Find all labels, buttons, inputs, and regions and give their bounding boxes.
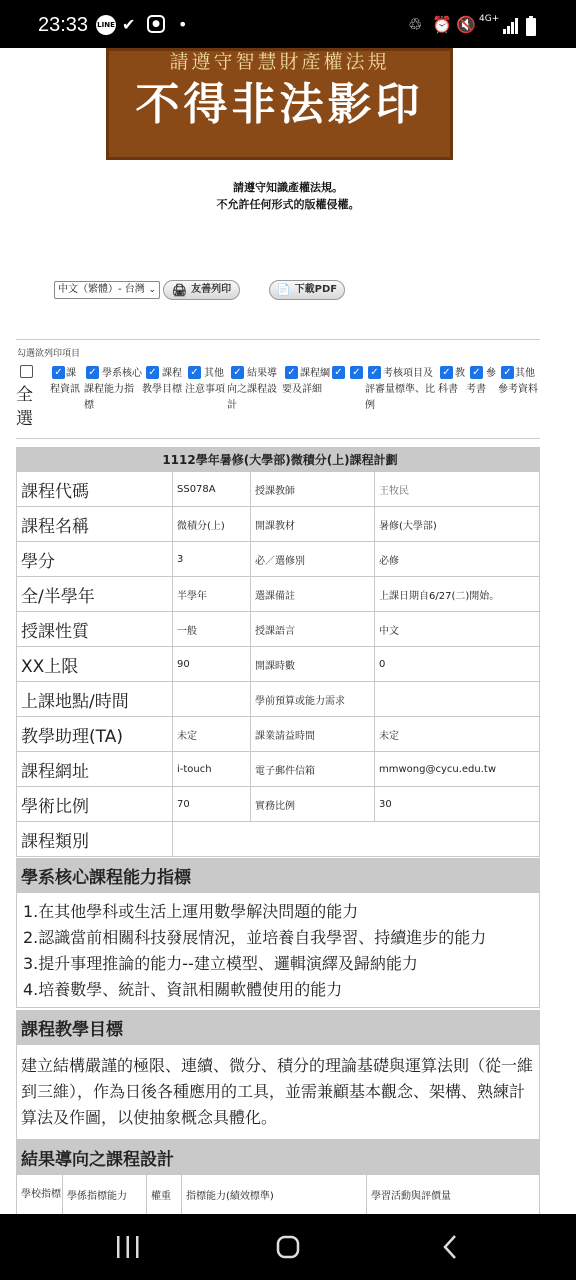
field-label: 全/半學年	[17, 577, 173, 612]
course-plan-title: 1112學年暑修(大學部)微積分(上)課程計劃	[17, 448, 540, 472]
print-item-label: 其他參考資料	[498, 368, 538, 395]
table-row	[17, 472, 540, 507]
field-value: 微積分(上)	[173, 507, 251, 542]
print-item-checkbox[interactable]: ✓	[368, 366, 381, 379]
field-label: 課程類別	[17, 822, 173, 857]
column-header: 指標能力(績效標準)	[182, 1175, 367, 1215]
field-label: 實務比例	[251, 787, 375, 822]
print-item-checkbox[interactable]: ✓	[231, 366, 244, 379]
core-abilities-section	[16, 858, 540, 1008]
field-label: XX上限	[17, 647, 173, 682]
field-value: 暑修(大學部)	[375, 507, 540, 542]
field-label: 課程網址	[17, 752, 173, 787]
objectives-section	[16, 1010, 540, 1140]
field-value: 未定	[173, 717, 251, 752]
print-item-checkbox[interactable]: ✓	[146, 366, 159, 379]
table-header-row	[17, 1175, 540, 1215]
table-row	[17, 682, 540, 717]
field-label: 授課語言	[251, 612, 375, 647]
field-label: 學術比例	[17, 787, 173, 822]
field-value: 90	[173, 647, 251, 682]
download-pdf-label: 下載PDF	[294, 284, 338, 295]
table-row	[17, 647, 540, 682]
field-value: SS078A	[173, 472, 251, 507]
field-label: 課程名稱	[17, 507, 173, 542]
column-header: 學校指標	[17, 1175, 63, 1215]
field-label: 授課教師	[251, 472, 375, 507]
back-icon	[442, 1235, 458, 1259]
battery-saver-icon: ♲	[408, 15, 423, 34]
recent-apps-button[interactable]	[98, 1226, 158, 1268]
download-pdf-button[interactable]	[269, 280, 345, 300]
table-row	[17, 612, 540, 647]
battery-icon	[526, 16, 536, 36]
print-item-label: 結果導向之課程設計	[227, 368, 277, 411]
select-all-label: 全選	[16, 385, 33, 429]
print-item-checkbox[interactable]: ✓	[332, 366, 345, 379]
copyright-banner	[106, 48, 453, 160]
field-value: 上課日期自6/27(二)開始。	[375, 577, 540, 612]
field-value	[173, 822, 540, 857]
field-value: 一般	[173, 612, 251, 647]
print-item-checkbox[interactable]: ✓	[470, 366, 483, 379]
field-value: 半學年	[173, 577, 251, 612]
navigation-bar	[0, 1214, 576, 1280]
field-label: 課業請益時間	[251, 717, 375, 752]
list-item: 1.在其他學科或生活上運用數學解決問題的能力	[23, 902, 359, 921]
copyright-notice-line1: 請遵守知識產權法規。	[233, 181, 343, 194]
clock: 23:33	[38, 14, 89, 36]
field-label: 學前預算或能力需求	[251, 682, 375, 717]
divider	[16, 339, 540, 340]
column-header: 權重	[147, 1175, 182, 1215]
print-item-label: 教科書	[438, 368, 465, 395]
print-item-checkbox[interactable]: ✓	[86, 366, 99, 379]
table-row	[17, 752, 540, 787]
mute-icon: 🔇	[456, 15, 476, 34]
column-header: 學係指標能力	[63, 1175, 147, 1215]
table-row	[17, 717, 540, 752]
printer-icon: 🖨	[171, 283, 188, 297]
table-row	[17, 822, 540, 857]
design-section	[16, 1140, 540, 1214]
print-item-checkbox[interactable]: ✓	[52, 366, 65, 379]
status-bar	[0, 0, 576, 48]
section-heading: 課程教學目標	[17, 1011, 540, 1045]
print-item-checkbox[interactable]: ✓	[440, 366, 453, 379]
core-abilities-list	[17, 893, 540, 1008]
field-value: 70	[173, 787, 251, 822]
table-row	[17, 577, 540, 612]
field-label: 上課地點/時間	[17, 682, 173, 717]
objectives-text: 建立結構嚴謹的極限、連續、微分、積分的理論基礎與運算法則（從一維到三維），作為日後各種應用的工具，並需兼顧基本觀念、架構、熟練計算法及作圖，以使抽象概念具體化。	[17, 1045, 540, 1140]
field-label: 開課教材	[251, 507, 375, 542]
print-item-label: 其他注意事項	[185, 368, 225, 395]
print-item-label: 學系核心課程能力指標	[84, 368, 142, 411]
field-value: 必修	[375, 542, 540, 577]
print-item-checkbox[interactable]: ✓	[501, 366, 514, 379]
print-item-label: 課程教學目標	[142, 368, 182, 395]
field-label: 電子郵件信箱	[251, 752, 375, 787]
field-value	[173, 682, 251, 717]
instagram-icon: ●	[147, 15, 165, 33]
home-button[interactable]	[258, 1226, 318, 1268]
field-label: 課程代碼	[17, 472, 173, 507]
select-all-checkbox[interactable]	[20, 365, 33, 378]
network-type: 4G+	[479, 14, 500, 24]
field-label: 選課備註	[251, 577, 375, 612]
course-info-table	[16, 447, 540, 857]
field-label: 教學助理(TA)	[17, 717, 173, 752]
checkmark-icon: ✔	[122, 15, 136, 34]
list-item: 4.培養數學、統計、資訊相關軟體使用的能力	[23, 980, 343, 999]
home-icon	[276, 1235, 300, 1259]
print-button[interactable]	[163, 280, 240, 300]
field-value: i-touch	[173, 752, 251, 787]
chevron-down-icon: ⌄	[148, 285, 156, 295]
field-value: 3	[173, 542, 251, 577]
field-value: 30	[375, 787, 540, 822]
print-items-title: 勾選欲列印項目	[17, 349, 81, 359]
table-row	[17, 787, 540, 822]
print-item-label: 參考書	[466, 368, 496, 395]
print-item-label: 課程綱要及詳細	[282, 368, 330, 395]
line-icon: LINE	[96, 15, 116, 35]
print-item-label: 課程資訊	[50, 368, 80, 395]
print-item-label: 考核項目及評審量標準、比例	[365, 368, 435, 411]
banner-main-text: 不得非法影印	[135, 79, 424, 130]
field-value: 王牧民	[375, 472, 540, 507]
copyright-notice-line2: 不允許任何形式的版權侵權。	[216, 198, 360, 211]
recent-apps-icon	[116, 1236, 140, 1258]
print-item-checkbox[interactable]: ✓	[285, 366, 298, 379]
field-label: 必／選修別	[251, 542, 375, 577]
field-value: mmwong@cycu.edu.tw	[375, 752, 540, 787]
web-page	[0, 48, 576, 1214]
section-heading: 學系核心課程能力指標	[17, 859, 540, 893]
print-item-checkbox[interactable]: ✓	[188, 366, 201, 379]
back-button[interactable]	[420, 1226, 480, 1268]
field-label: 開課時數	[251, 647, 375, 682]
field-label: 授課性質	[17, 612, 173, 647]
language-select[interactable]	[54, 281, 160, 299]
section-heading: 結果導向之課程設計	[17, 1141, 540, 1175]
language-select-value: 中文（繁體）- 台灣	[58, 284, 145, 295]
field-value: 中文	[375, 612, 540, 647]
print-button-label: 友善列印	[191, 284, 232, 295]
field-label: 學分	[17, 542, 173, 577]
field-value: 未定	[375, 717, 540, 752]
print-item-checkbox[interactable]: ✓	[350, 366, 363, 379]
table-row	[17, 507, 540, 542]
signal-icon	[503, 18, 519, 34]
list-item: 3.提升事理推論的能力--建立模型、邏輯演繹及歸納能力	[23, 954, 418, 973]
pdf-icon: 📄	[276, 283, 291, 296]
table-row	[17, 542, 540, 577]
dot-icon: •	[178, 15, 188, 34]
field-value	[375, 682, 540, 717]
alarm-icon: ⏰	[432, 15, 452, 34]
divider	[16, 438, 540, 439]
column-header: 學習活動與評價量	[367, 1175, 540, 1215]
list-item: 2.認識當前相關科技發展情況，並培養自我學習、持續進步的能力	[23, 928, 487, 947]
field-value: 0	[375, 647, 540, 682]
banner-top-text: 請遵守智慧財產權法規	[169, 51, 390, 73]
